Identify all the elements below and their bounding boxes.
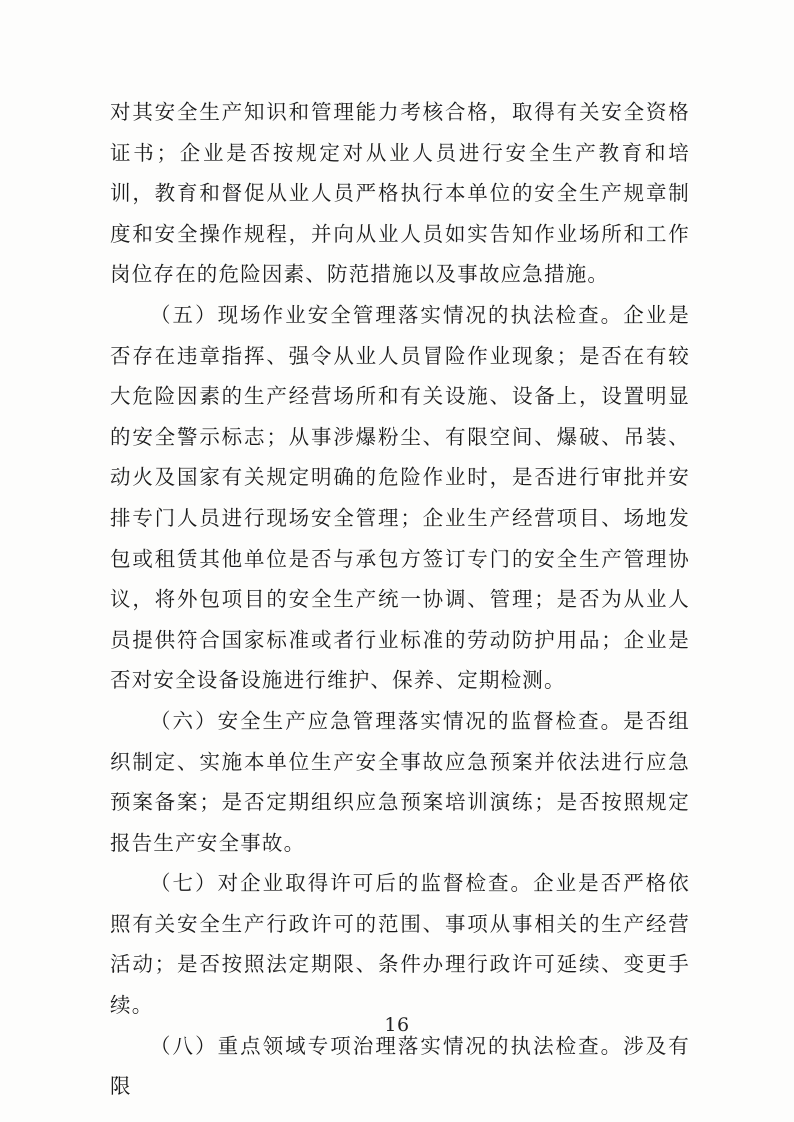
- paragraph-section-6: （六）安全生产应急管理落实情况的监督检查。是否组织制定、实施本单位生产安全事故应急预案并依法进行应急预案备案；是否定期组织应急预案培训演练；是否按照规定报告生产安全事故。: [110, 708, 690, 855]
- paragraph-continuation: 对其安全生产知识和管理能力考核合格，取得有关安全资格证书；企业是否按规定对从业人员进行安全生产教育和培训，教育和督促从业人员严格执行本单位的安全生产规章制度和安全操作规程，并向从业人员如实告知作业场所和工作岗位存在的危险因素、防范措施以及事故应急措施。: [110, 100, 690, 287]
- page-number: 16: [384, 1014, 410, 1036]
- paragraph-section-5: （五）现场作业安全管理落实情况的执法检查。企业是否存在违章指挥、强令从业人员冒险作业现象；是否在有较大危险因素的生产经营场所和有关设施、设备上，设置明显的安全警示标志；从事涉爆粉尘、有限空间、爆破、吊装、动火及国家有关规定明确的危险作业时，是否进行审批并安排专门人员进行现场安全管理；企业生产经营项目、场地发包或租赁其他单位是否与承包方签订专门的安全生产管理协议，将外包项目的安全生产统一协调、管理；是否为从业人员提供符合国家标准或者行业标准的劳动防护用品；企业是否对安全设备设施进行维护、保养、定期检测。: [110, 302, 690, 693]
- paragraph-section-7: （七）对企业取得许可后的监督检查。企业是否严格依照有关安全生产行政许可的范围、事项从事相关的生产经营活动；是否按照法定期限、条件办理行政许可延续、变更手续。: [110, 871, 690, 1018]
- document-body: [110, 92, 690, 1107]
- paragraph-section-8: （八）重点领域专项治理落实情况的执法检查。涉及有限: [110, 1033, 690, 1099]
